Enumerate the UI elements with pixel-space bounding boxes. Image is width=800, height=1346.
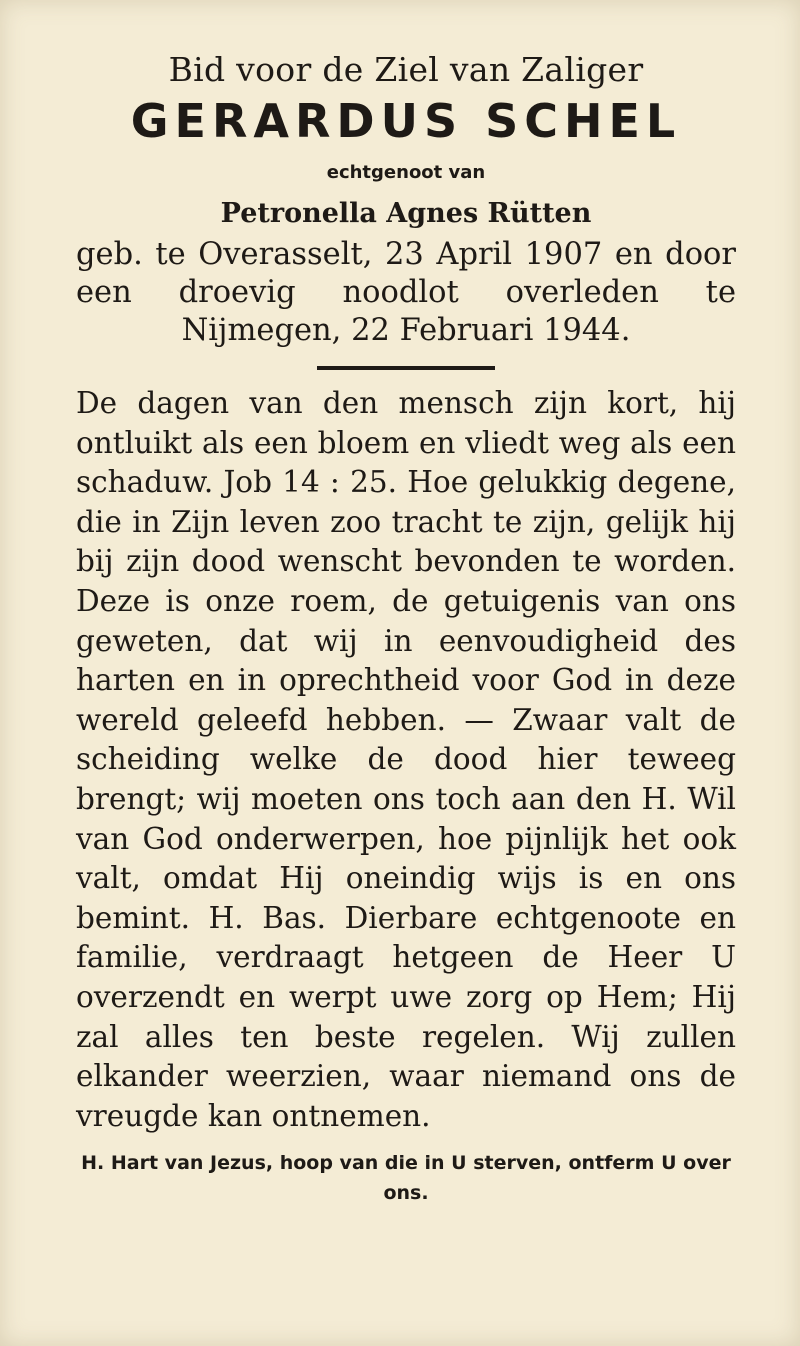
deceased-name: GERARDUS SCHEL (130, 94, 682, 148)
divider-line (317, 366, 495, 370)
life-details: geb. te Overasselt, 23 April 1907 en door een droevig noodlot overleden te Nijmegen, 22 Februari 1944. (76, 237, 736, 348)
intro-line: Bid voor de Ziel van Zaliger (168, 50, 644, 89)
spouse-label: echtgenoot van (326, 162, 486, 183)
closing-prayer: H. Hart van Jezus, hoop van die in U sterven, ontferm U over ons. (81, 1152, 731, 1205)
spouse-name: Petronella Agnes Rütten (220, 198, 592, 229)
card-content (76, 48, 736, 1208)
verse-text: De dagen van den mensch zijn kort, hij ontluikt als een bloem en vliedt weg als een schaduw. Job 14 : 25. Hoe gelukkig degene, die in Zijn leven zoo tracht te zijn, gelijk hij bij zijn dood wenscht bevonden te worden. Deze is onze roem, de getuigenis van ons geweten, dat wij in eenvoudigheid des harten en in oprechtheid voor God in deze wereld geleefd hebben. — Zwaar valt de scheiding welke de dood hier teweeg brengt; wij moeten ons toch aan den H. Wil van God onderwerpen, hoe pijnlijk het ook valt, omdat Hij oneindig wijs is en ons bemint. H. Bas. Dierbare echtgenoote en familie, verdraagt hetgeen de Heer U overzendt en werpt uwe zorg op Hem; Hij zal alles ten beste regelen. Wij zullen elkander weerzien, waar niemand ons de vreugde kan ontnemen. (76, 386, 736, 1133)
